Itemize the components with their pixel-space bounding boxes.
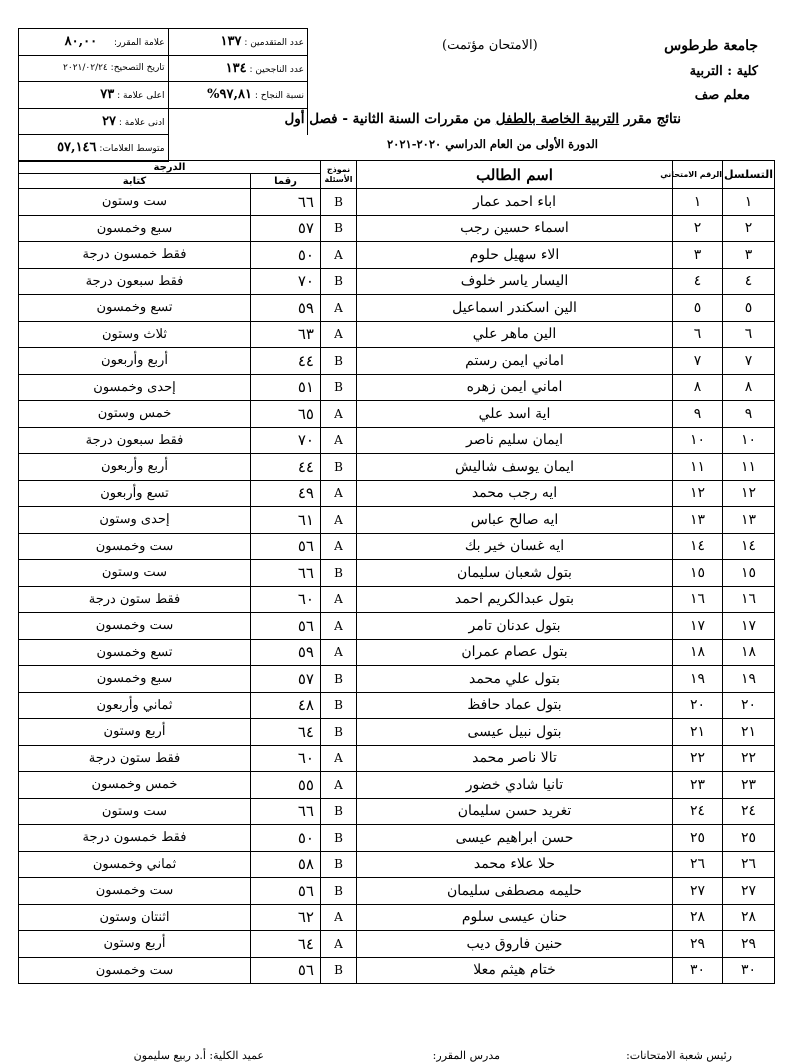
col-words-header: كتابة <box>19 174 251 189</box>
table-row <box>19 904 775 931</box>
table-row <box>19 613 775 640</box>
cell-exam-no: ٣ <box>673 242 723 269</box>
cell-exam-no: ١٢ <box>673 480 723 507</box>
cell-question-model: B <box>321 189 357 216</box>
cell-grade-words: تسع وأربعون <box>19 480 251 507</box>
cell-seq: ١٣ <box>723 507 775 534</box>
table-row <box>19 560 775 587</box>
table-row <box>19 533 775 560</box>
cell-student-name: بتول علي محمد <box>357 666 673 693</box>
cell-question-model: B <box>321 348 357 375</box>
cell-seq: ٢١ <box>723 719 775 746</box>
cell-grade-digits: ٦٣ <box>251 321 321 348</box>
document-title <box>284 111 681 127</box>
cell-grade-words: ست وخمسون <box>19 957 251 984</box>
cell-question-model: A <box>321 639 357 666</box>
table-row <box>19 639 775 666</box>
col-model-line2: الأسئلة <box>324 174 353 184</box>
program-name: معلم صف <box>694 88 750 103</box>
passed-label: عدد الناجحين : <box>249 64 304 75</box>
cell-student-name: بتول نبيل عيسى <box>357 719 673 746</box>
cell-exam-no: ١٣ <box>673 507 723 534</box>
cell-seq: ٣٠ <box>723 957 775 984</box>
cell-seq: ١٥ <box>723 560 775 587</box>
cell-grade-words: فقط ستون درجة <box>19 745 251 772</box>
cell-seq: ٢٧ <box>723 878 775 905</box>
col-digits-header: رقما <box>251 174 321 189</box>
cell-grade-digits: ٥٠ <box>251 825 321 852</box>
cell-exam-no: ١٩ <box>673 666 723 693</box>
cell-grade-words: ثماني وخمسون <box>19 851 251 878</box>
max-value: ٧٣ <box>100 87 115 103</box>
table-row <box>19 374 775 401</box>
course-mark-value: ٨٠,٠٠ <box>64 34 98 50</box>
cell-question-model: A <box>321 507 357 534</box>
table-row <box>19 666 775 693</box>
cell-grade-digits: ٥٩ <box>251 639 321 666</box>
cell-grade-words: خمس وستون <box>19 401 251 428</box>
cell-grade-words: ست وخمسون <box>19 533 251 560</box>
cell-grade-words: سبع وخمسون <box>19 666 251 693</box>
cell-grade-words: تسع وخمسون <box>19 639 251 666</box>
title-course: التربية الخاصة بالطفل <box>495 111 620 127</box>
cell-question-model: A <box>321 533 357 560</box>
cell-grade-digits: ٦٤ <box>251 719 321 746</box>
cell-grade-words: فقط خمسون درجة <box>19 825 251 852</box>
cell-student-name: اماني ايمن زهره <box>357 374 673 401</box>
table-row <box>19 878 775 905</box>
cell-seq: ٢٨ <box>723 904 775 931</box>
cell-seq: ١٠ <box>723 427 775 454</box>
cell-question-model: B <box>321 268 357 295</box>
table-row <box>19 507 775 534</box>
cell-student-name: ايمان يوسف شاليش <box>357 454 673 481</box>
cell-grade-words: ست وستون <box>19 798 251 825</box>
cell-seq: ٢٦ <box>723 851 775 878</box>
cell-grade-digits: ٦٦ <box>251 189 321 216</box>
cell-grade-words: سبع وخمسون <box>19 215 251 242</box>
cell-seq: ٨ <box>723 374 775 401</box>
cell-student-name: اسماء حسين رجب <box>357 215 673 242</box>
cell-seq: ١٨ <box>723 639 775 666</box>
cell-seq: ٩ <box>723 401 775 428</box>
cell-exam-no: ٤ <box>673 268 723 295</box>
cell-question-model: B <box>321 851 357 878</box>
cell-question-model: A <box>321 242 357 269</box>
table-row <box>19 480 775 507</box>
cell-question-model: A <box>321 401 357 428</box>
cell-grade-words: ست وستون <box>19 189 251 216</box>
session-subtitle: الدورة الأولى من العام الدراسي ٢٠٢٠-٢٠٢١ <box>387 137 598 151</box>
cell-grade-words: ست وخمسون <box>19 878 251 905</box>
cell-student-name: تغريد حسن سليمان <box>357 798 673 825</box>
cell-seq: ٥ <box>723 295 775 322</box>
cell-grade-digits: ٧٠ <box>251 268 321 295</box>
cell-seq: ٢٠ <box>723 692 775 719</box>
cell-question-model: B <box>321 957 357 984</box>
passed-cell <box>168 55 307 82</box>
cell-grade-digits: ٥٦ <box>251 533 321 560</box>
cell-question-model: A <box>321 613 357 640</box>
cell-exam-no: ٢٤ <box>673 798 723 825</box>
cell-grade-digits: ٦٦ <box>251 798 321 825</box>
max-label: اعلى علامة : <box>117 91 165 102</box>
min-label: ادنى علامة : <box>118 117 165 128</box>
cell-student-name: تانيا شادي خضور <box>357 772 673 799</box>
pass-rate-cell <box>168 82 307 109</box>
cell-seq: ٢ <box>723 215 775 242</box>
cell-question-model: A <box>321 295 357 322</box>
pass-rate-label: نسبة النجاح : <box>254 91 304 102</box>
col-model-line1: نموذج <box>326 164 351 174</box>
cell-question-model: A <box>321 772 357 799</box>
cell-question-model: B <box>321 215 357 242</box>
cell-student-name: الاء سهيل حلوم <box>357 242 673 269</box>
cell-seq: ٢٩ <box>723 931 775 958</box>
cell-grade-words: أربع وستون <box>19 719 251 746</box>
pass-rate-value: ٩٧,٨١% <box>207 87 252 103</box>
applicants-cell <box>168 29 307 56</box>
cell-grade-digits: ٥١ <box>251 374 321 401</box>
footer-head-exams: رئيس شعبة الامتحانات: <box>626 1049 732 1062</box>
cell-grade-digits: ٤٩ <box>251 480 321 507</box>
cell-grade-words: خمس وخمسون <box>19 772 251 799</box>
cell-grade-digits: ٥٧ <box>251 215 321 242</box>
cell-seq: ٦ <box>723 321 775 348</box>
correction-date-label: تاريخ التصحيح: <box>110 63 165 74</box>
cell-seq: ١٢ <box>723 480 775 507</box>
table-row <box>19 321 775 348</box>
cell-seq: ١٩ <box>723 666 775 693</box>
cell-exam-no: ١١ <box>673 454 723 481</box>
table-row <box>19 348 775 375</box>
cell-grade-digits: ٦٤ <box>251 931 321 958</box>
cell-grade-digits: ٦٥ <box>251 401 321 428</box>
cell-grade-words: اثنتان وستون <box>19 904 251 931</box>
cell-student-name: تالا ناصر محمد <box>357 745 673 772</box>
cell-grade-words: فقط خمسون درجة <box>19 242 251 269</box>
exam-note: (الامتحان مؤتمت) <box>442 38 538 53</box>
cell-exam-no: ٢٨ <box>673 904 723 931</box>
col-name-header: اسم الطالب <box>357 161 673 189</box>
cell-seq: ٢٢ <box>723 745 775 772</box>
cell-exam-no: ٢٩ <box>673 931 723 958</box>
cell-student-name: اباء احمد عمار <box>357 189 673 216</box>
cell-question-model: A <box>321 904 357 931</box>
cell-exam-no: ٢١ <box>673 719 723 746</box>
avg-value: ٥٧,١٤٦ <box>57 140 97 156</box>
cell-grade-digits: ٦٠ <box>251 586 321 613</box>
correction-date-cell <box>19 55 169 82</box>
cell-grade-words: ثماني وأربعون <box>19 692 251 719</box>
cell-student-name: حنين فاروق ديب <box>357 931 673 958</box>
cell-exam-no: ٧ <box>673 348 723 375</box>
cell-grade-words: فقط سبعون درجة <box>19 427 251 454</box>
cell-student-name: حنان عيسى سلوم <box>357 904 673 931</box>
cell-grade-digits: ٦٠ <box>251 745 321 772</box>
cell-grade-digits: ٥٧ <box>251 666 321 693</box>
stats-grid <box>18 28 308 162</box>
cell-exam-no: ١٠ <box>673 427 723 454</box>
cell-seq: ١٧ <box>723 613 775 640</box>
min-cell <box>19 108 169 135</box>
correction-date-value: ٢٠٢١/٠٢/٢٤ <box>63 63 108 74</box>
cell-grade-digits: ٥٨ <box>251 851 321 878</box>
cell-exam-no: ٥ <box>673 295 723 322</box>
cell-exam-no: ٢ <box>673 215 723 242</box>
cell-exam-no: ١٨ <box>673 639 723 666</box>
cell-grade-words: فقط ستون درجة <box>19 586 251 613</box>
table-row <box>19 745 775 772</box>
cell-seq: ١٤ <box>723 533 775 560</box>
table-row <box>19 772 775 799</box>
cell-question-model: B <box>321 374 357 401</box>
cell-student-name: ايه صالح عباس <box>357 507 673 534</box>
cell-student-name: اليسار ياسر خلوف <box>357 268 673 295</box>
applicants-value: ١٣٧ <box>220 34 242 50</box>
cell-question-model: B <box>321 666 357 693</box>
cell-grade-digits: ٤٤ <box>251 454 321 481</box>
cell-student-name: بتول عصام عمران <box>357 639 673 666</box>
table-row <box>19 268 775 295</box>
cell-grade-digits: ٦١ <box>251 507 321 534</box>
cell-student-name: بتول عماد حافظ <box>357 692 673 719</box>
cell-question-model: A <box>321 931 357 958</box>
cell-grade-words: تسع وخمسون <box>19 295 251 322</box>
cell-student-name: ختام هيثم معلا <box>357 957 673 984</box>
cell-question-model: B <box>321 798 357 825</box>
faculty-name: كلية : التربية <box>689 64 758 79</box>
cell-grade-words: فقط سبعون درجة <box>19 268 251 295</box>
applicants-label: عدد المتقدمين : <box>244 38 304 49</box>
cell-seq: ١ <box>723 189 775 216</box>
empty-cell <box>168 135 307 162</box>
cell-question-model: B <box>321 825 357 852</box>
cell-grade-digits: ٥٠ <box>251 242 321 269</box>
cell-seq: ٧ <box>723 348 775 375</box>
cell-grade-words: ست وستون <box>19 560 251 587</box>
table-row <box>19 798 775 825</box>
cell-question-model: A <box>321 586 357 613</box>
min-value: ٢٧ <box>102 113 117 129</box>
course-mark-label: علامة المقرر: <box>113 38 165 49</box>
cell-question-model: A <box>321 427 357 454</box>
table-row <box>19 692 775 719</box>
cell-student-name: بتول عدنان تامر <box>357 613 673 640</box>
avg-cell <box>19 135 169 162</box>
cell-student-name: اية اسد علي <box>357 401 673 428</box>
cell-exam-no: ٢٥ <box>673 825 723 852</box>
cell-grade-digits: ٥٥ <box>251 772 321 799</box>
avg-label: متوسط العلامات: <box>99 144 165 155</box>
cell-student-name: بتول عبدالكريم احمد <box>357 586 673 613</box>
cell-grade-words: أربع وأربعون <box>19 454 251 481</box>
footer-teacher: مدرس المقرر: <box>432 1049 500 1062</box>
cell-student-name: اماني ايمن رستم <box>357 348 673 375</box>
cell-student-name: حليمه مصطفى سليمان <box>357 878 673 905</box>
cell-exam-no: ١٥ <box>673 560 723 587</box>
cell-exam-no: ١٤ <box>673 533 723 560</box>
table-row <box>19 957 775 984</box>
max-cell <box>19 82 169 109</box>
results-table <box>18 160 775 984</box>
cell-grade-digits: ٤٨ <box>251 692 321 719</box>
cell-student-name: حسن ابراهيم عيسى <box>357 825 673 852</box>
cell-question-model: B <box>321 692 357 719</box>
cell-student-name: ايه غسان خير بك <box>357 533 673 560</box>
cell-seq: ١٦ <box>723 586 775 613</box>
cell-student-name: بتول شعبان سليمان <box>357 560 673 587</box>
cell-exam-no: ١ <box>673 189 723 216</box>
cell-question-model: B <box>321 454 357 481</box>
cell-seq: ٣ <box>723 242 775 269</box>
results-body <box>19 189 775 984</box>
cell-seq: ٤ <box>723 268 775 295</box>
table-row <box>19 825 775 852</box>
cell-grade-digits: ٥٩ <box>251 295 321 322</box>
table-row <box>19 454 775 481</box>
table-row <box>19 851 775 878</box>
title-pre: نتائج مقرر <box>623 111 681 127</box>
cell-exam-no: ٢٢ <box>673 745 723 772</box>
col-grade-header: الدرجة <box>19 161 321 174</box>
cell-exam-no: ٩ <box>673 401 723 428</box>
cell-grade-digits: ٤٤ <box>251 348 321 375</box>
cell-grade-words: أربع وأربعون <box>19 348 251 375</box>
course-mark-cell <box>19 29 169 56</box>
cell-grade-digits: ٥٦ <box>251 957 321 984</box>
col-seq-header: التسلسل <box>723 161 775 189</box>
cell-question-model: B <box>321 560 357 587</box>
cell-seq: ٢٤ <box>723 798 775 825</box>
cell-question-model: A <box>321 745 357 772</box>
table-row <box>19 931 775 958</box>
cell-grade-words: أربع وستون <box>19 931 251 958</box>
footer-dean: عميد الكلية: أ.د ربيع سليمون <box>133 1049 264 1062</box>
cell-exam-no: ١٧ <box>673 613 723 640</box>
cell-student-name: الين ماهر علي <box>357 321 673 348</box>
cell-exam-no: ٣٠ <box>673 957 723 984</box>
cell-grade-digits: ٥٦ <box>251 613 321 640</box>
table-row <box>19 586 775 613</box>
cell-exam-no: ٦ <box>673 321 723 348</box>
cell-question-model: A <box>321 480 357 507</box>
cell-grade-digits: ٦٦ <box>251 560 321 587</box>
cell-question-model: A <box>321 321 357 348</box>
passed-value: ١٣٤ <box>225 60 247 76</box>
cell-seq: ٢٣ <box>723 772 775 799</box>
cell-seq: ٢٥ <box>723 825 775 852</box>
cell-exam-no: ٢٧ <box>673 878 723 905</box>
cell-student-name: حلا علاء محمد <box>357 851 673 878</box>
cell-grade-words: إحدى وخمسون <box>19 374 251 401</box>
table-row <box>19 427 775 454</box>
cell-student-name: الين اسكندر اسماعيل <box>357 295 673 322</box>
cell-student-name: ايه رجب محمد <box>357 480 673 507</box>
table-row <box>19 295 775 322</box>
cell-seq: ١١ <box>723 454 775 481</box>
cell-question-model: B <box>321 719 357 746</box>
col-exam-header: الرقم الامتحاني <box>673 161 723 189</box>
table-row <box>19 189 775 216</box>
cell-grade-digits: ٦٢ <box>251 904 321 931</box>
table-row <box>19 215 775 242</box>
cell-exam-no: ٢٣ <box>673 772 723 799</box>
cell-grade-words: ثلاث وستون <box>19 321 251 348</box>
cell-exam-no: ٨ <box>673 374 723 401</box>
cell-exam-no: ٢٦ <box>673 851 723 878</box>
cell-grade-words: ست وخمسون <box>19 613 251 640</box>
cell-question-model: B <box>321 878 357 905</box>
cell-exam-no: ١٦ <box>673 586 723 613</box>
university-name: جامعة طرطوس <box>664 38 758 54</box>
cell-grade-digits: ٥٦ <box>251 878 321 905</box>
table-row <box>19 401 775 428</box>
cell-grade-words: إحدى وستون <box>19 507 251 534</box>
cell-student-name: ايمان سليم ناصر <box>357 427 673 454</box>
cell-exam-no: ٢٠ <box>673 692 723 719</box>
cell-grade-digits: ٧٠ <box>251 427 321 454</box>
table-row <box>19 719 775 746</box>
table-row <box>19 242 775 269</box>
title-post: من مقررات السنة الثانية - فصل أول <box>284 111 492 127</box>
col-model-header <box>321 161 357 189</box>
